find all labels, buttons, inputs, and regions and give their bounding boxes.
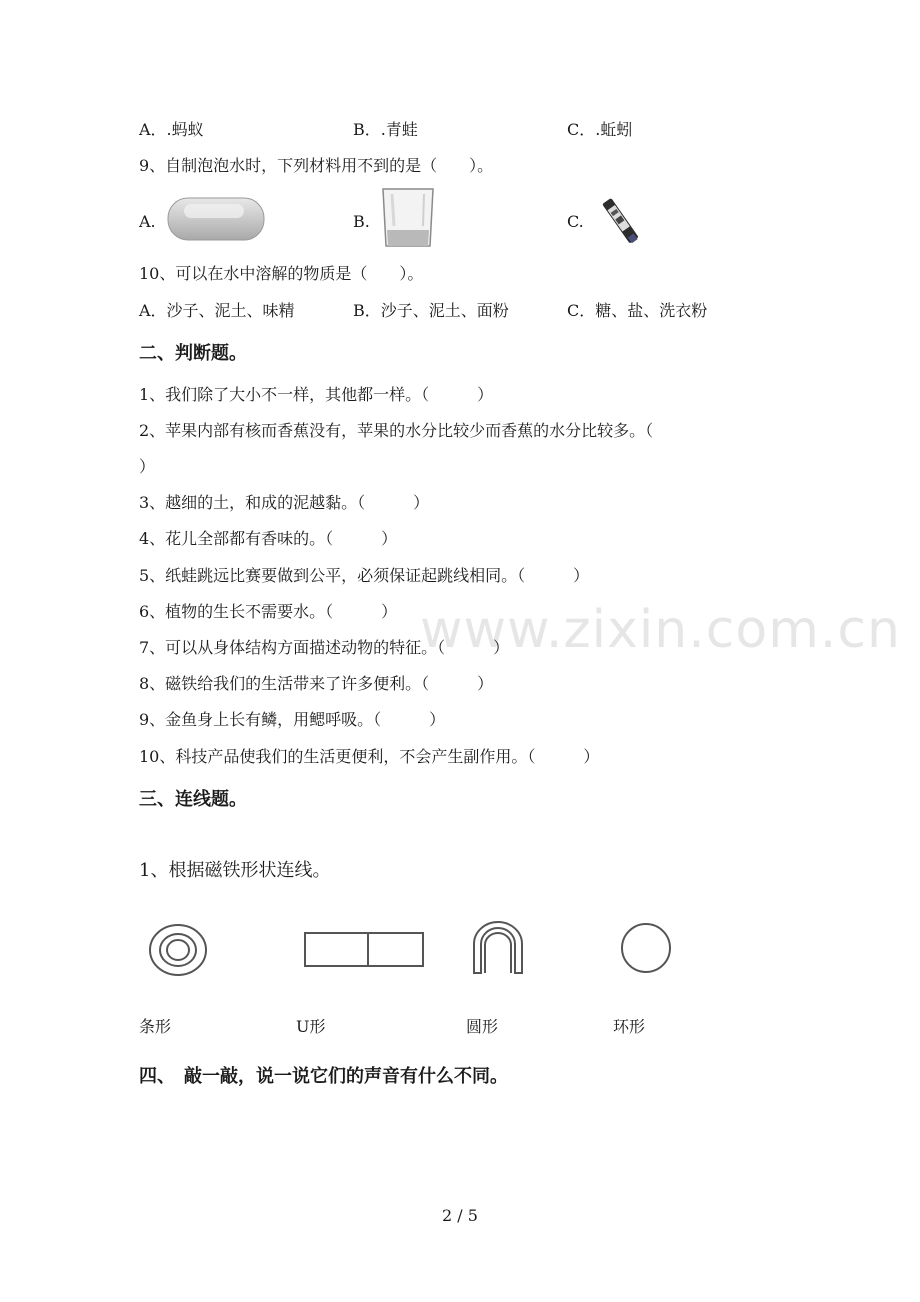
judgement-item: 2、苹果内部有核而香蕉没有，苹果的水分比较少而香蕉的水分比较多。（	[139, 421, 654, 440]
matching-question: 1、根据磁铁形状连线。	[139, 860, 331, 881]
q10-option-a: A．沙子、泥土、味精	[139, 301, 295, 320]
judgement-item: 1、我们除了大小不一样，其他都一样。（ ）	[139, 385, 494, 404]
soap-image	[166, 194, 266, 244]
judgement-item: 5、纸蛙跳远比赛要做到公平，必须保证起跳线相同。（ ）	[139, 566, 590, 585]
judgement-item: 6、植物的生长不需要水。（ ）	[139, 602, 398, 621]
judgement-item-continuation: ）	[139, 457, 156, 476]
marker-pen-image	[594, 192, 646, 250]
glass-image	[380, 186, 436, 250]
q9-text: 9、自制泡泡水时，下列材料用不到的是（ ）。	[139, 156, 494, 175]
judgement-item: 8、磁铁给我们的生活带来了许多便利。（ ）	[139, 674, 494, 693]
q8-option-a: A．.蚂蚁	[139, 120, 204, 139]
bar-magnet-shape	[302, 930, 426, 970]
q9-option-b: B.	[353, 212, 370, 231]
label-u: U形	[296, 1017, 326, 1036]
section2-title: 二、判断题。	[139, 343, 247, 364]
judgement-item: 4、花儿全部都有香味的。（ ）	[139, 529, 398, 548]
judgement-item: 7、可以从身体结构方面描述动物的特征。（ ）	[139, 638, 510, 657]
disc-magnet-shape	[618, 920, 674, 976]
page-number: 2 / 5	[442, 1206, 478, 1225]
q10-text: 10、可以在水中溶解的物质是（ ）。	[139, 264, 424, 283]
q8-option-c: C．.蚯蚓	[567, 120, 633, 139]
q8-option-b: B．.青蛙	[353, 120, 418, 139]
judgement-item: 3、越细的土，和成的泥越黏。（ ）	[139, 493, 430, 512]
label-ring: 环形	[613, 1017, 646, 1036]
judgement-item: 10、科技产品使我们的生活更便利，不会产生副作用。（ ）	[139, 747, 600, 766]
q9-option-a: A.	[139, 212, 156, 231]
ring-magnet-shape	[146, 920, 210, 980]
u-magnet-shape	[470, 918, 526, 976]
q10-option-c: C．糖、盐、洗衣粉	[567, 301, 708, 320]
label-bar: 条形	[139, 1017, 172, 1036]
label-disc: 圆形	[466, 1017, 499, 1036]
q9-option-c: C.	[567, 212, 584, 231]
section3-title: 三、连线题。	[139, 789, 247, 810]
section4-title: 四、 敲一敲，说一说它们的声音有什么不同。	[139, 1066, 508, 1087]
q10-option-b: B．沙子、泥土、面粉	[353, 301, 509, 320]
judgement-item: 9、金鱼身上长有鳞，用鳃呼吸。（ ）	[139, 710, 446, 729]
watermark: www.zixin.com.cn	[420, 600, 901, 660]
